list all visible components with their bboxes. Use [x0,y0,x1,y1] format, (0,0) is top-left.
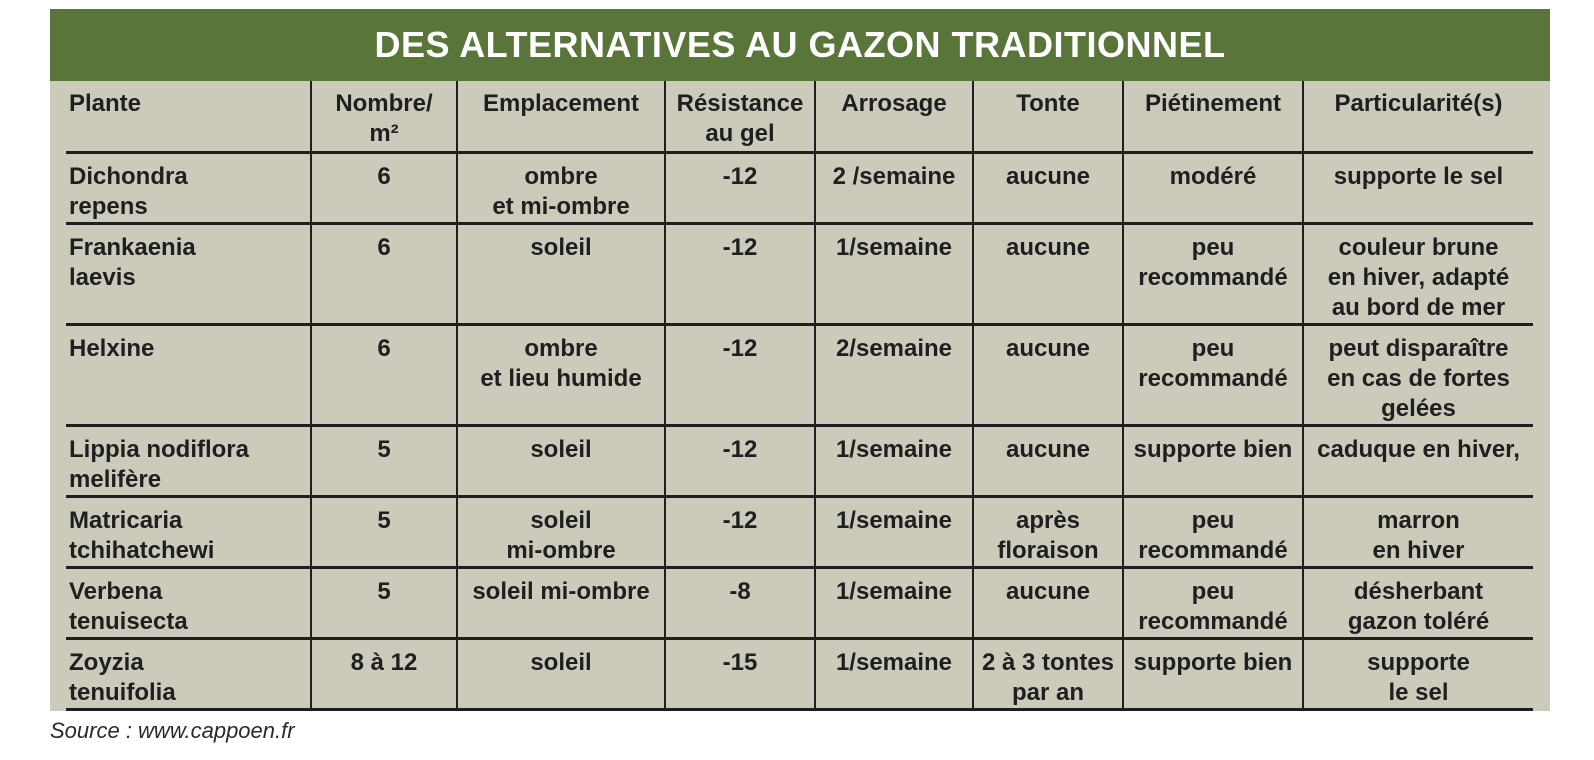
cell-emplacement: soleil mi-ombre [457,497,665,568]
cell-pietinement: peu recommandé [1123,224,1303,325]
cell-pietinement: peu recommandé [1123,497,1303,568]
cell-plante: Lippia nodiflora melifère [66,426,311,497]
cell-pietinement: peu recommandé [1123,325,1303,426]
cell-particularites: peut disparaître en cas de fortes gelées [1303,325,1533,426]
cell-tonte: 2 à 3 tontes par an [973,639,1123,710]
alternatives-table [66,81,1533,711]
header-resistance: Résistance au gel [665,81,815,153]
cell-tonte: aucune [973,325,1123,426]
table-row [66,224,1533,325]
cell-resistance: -12 [665,224,815,325]
cell-arrosage: 1/semaine [815,497,973,568]
cell-pietinement: supporte bien [1123,639,1303,710]
table-row [66,426,1533,497]
cell-nombre: 6 [311,224,457,325]
cell-nombre: 6 [311,153,457,224]
cell-resistance: -12 [665,497,815,568]
table-row [66,325,1533,426]
table-row [66,639,1533,710]
cell-emplacement: soleil [457,426,665,497]
header-nombre: Nombre/ m² [311,81,457,153]
header-row [66,81,1533,153]
cell-particularites: supporte le sel [1303,639,1533,710]
cell-nombre: 6 [311,325,457,426]
cell-plante: Verbena tenuisecta [66,568,311,639]
header-arrosage: Arrosage [815,81,973,153]
cell-arrosage: 2/semaine [815,325,973,426]
cell-tonte: après floraison [973,497,1123,568]
cell-arrosage: 2 /semaine [815,153,973,224]
cell-resistance: -12 [665,325,815,426]
cell-emplacement: soleil [457,224,665,325]
table-title: DES ALTERNATIVES AU GAZON TRADITIONNEL [50,9,1550,81]
source-caption: Source : www.cappoen.fr [50,718,295,743]
cell-plante: Matricaria tchihatchewi [66,497,311,568]
cell-arrosage: 1/semaine [815,426,973,497]
cell-arrosage: 1/semaine [815,224,973,325]
cell-emplacement: ombre et mi-ombre [457,153,665,224]
cell-tonte: aucune [973,568,1123,639]
table-row [66,497,1533,568]
cell-tonte: aucune [973,224,1123,325]
cell-resistance: -8 [665,568,815,639]
cell-particularites: couleur brune en hiver, adapté au bord de mer [1303,224,1533,325]
cell-plante: Helxine [66,325,311,426]
cell-nombre: 8 à 12 [311,639,457,710]
cell-pietinement: modéré [1123,153,1303,224]
cell-nombre: 5 [311,497,457,568]
cell-emplacement: soleil mi-ombre [457,568,665,639]
cell-emplacement: soleil [457,639,665,710]
cell-particularites: caduque en hiver, [1303,426,1533,497]
cell-resistance: -12 [665,426,815,497]
cell-tonte: aucune [973,426,1123,497]
table-panel [50,9,1550,711]
cell-pietinement: peu recommandé [1123,568,1303,639]
table-row [66,153,1533,224]
header-pietinement: Piétinement [1123,81,1303,153]
cell-emplacement: ombre et lieu humide [457,325,665,426]
cell-particularites: marron en hiver [1303,497,1533,568]
cell-resistance: -15 [665,639,815,710]
cell-pietinement: supporte bien [1123,426,1303,497]
cell-nombre: 5 [311,426,457,497]
cell-nombre: 5 [311,568,457,639]
cell-plante: Dichondra repens [66,153,311,224]
cell-plante: Frankaenia laevis [66,224,311,325]
cell-tonte: aucune [973,153,1123,224]
table-row [66,568,1533,639]
header-tonte: Tonte [973,81,1123,153]
cell-particularites: supporte le sel [1303,153,1533,224]
cell-arrosage: 1/semaine [815,639,973,710]
header-plante: Plante [66,81,311,153]
header-particularites: Particularité(s) [1303,81,1533,153]
cell-plante: Zoyzia tenuifolia [66,639,311,710]
header-emplacement: Emplacement [457,81,665,153]
cell-arrosage: 1/semaine [815,568,973,639]
cell-resistance: -12 [665,153,815,224]
cell-particularites: désherbant gazon toléré [1303,568,1533,639]
